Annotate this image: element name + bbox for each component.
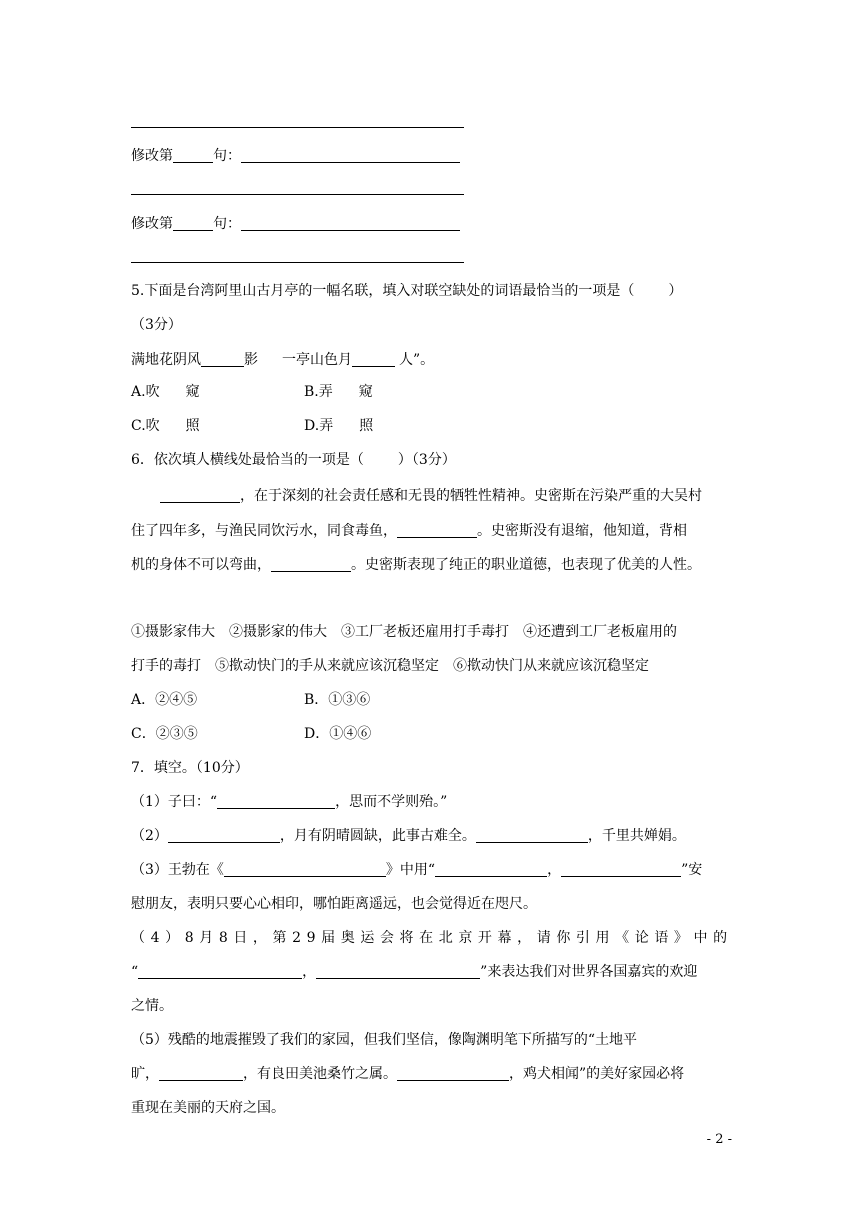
revision-answer-blank[interactable] <box>241 148 460 163</box>
q6-passage-line <box>131 521 687 541</box>
item-text: 旷， <box>131 1066 159 1082</box>
q5-stem <box>131 281 682 301</box>
couplet-second-tail: 人”。 <box>399 352 435 368</box>
item-text: ，月有阴晴圆缺，此事古难全。 <box>279 828 476 844</box>
passage-text: ，在于深刻的社会责任感和无畏的牺牲性精神。史密斯在污染严重的大吴村 <box>240 488 702 504</box>
q6-option-d[interactable]: D．①④⑥ <box>304 726 372 742</box>
q7-item-3 <box>131 860 702 880</box>
option-word: 照 <box>185 418 200 434</box>
q7-item-2 <box>131 826 686 846</box>
passage-text: 。史密斯表现了纯正的职业道德，也表现了优美的人性。 <box>351 557 701 573</box>
couplet-blank-2[interactable] <box>352 352 395 367</box>
q7-blank-8[interactable] <box>316 964 480 979</box>
option-letter: B. <box>304 384 319 400</box>
couplet-first-tail: 影 <box>244 352 258 368</box>
q6-stem <box>131 450 456 470</box>
option-word: 窥 <box>358 384 373 400</box>
revision-answer-blank[interactable] <box>241 216 460 231</box>
q7-item-4-end: 之情。 <box>131 998 173 1014</box>
answer-line[interactable] <box>131 262 464 263</box>
item-text: ，有良田美池桑竹之属。 <box>243 1066 397 1082</box>
q7-blank-6[interactable] <box>561 862 681 877</box>
item-text: ，鸡犬相闻”的美好家园必将 <box>509 1066 685 1082</box>
option-word: 吹 <box>145 384 160 400</box>
q5-stem-text: 5.下面是台湾阿里山古月亭的一幅名联，填入对联空缺处的词语最恰当的一项是（ <box>131 283 635 299</box>
q6-choices: ①摄影家伟大 ②摄影家的伟大 ③工厂老板还雇用打手毒打 ④还遭到工厂老板雇用的 <box>131 624 677 640</box>
option-word: 窥 <box>185 384 200 400</box>
q7-blank-3[interactable] <box>476 828 588 843</box>
q7-blank-2[interactable] <box>168 828 280 843</box>
answer-line[interactable] <box>131 127 464 128</box>
option-word: 吹 <box>145 418 160 434</box>
q6-choices: 打手的毒打 ⑤揿动快门的手从来就应该沉稳坚定 ⑥揿动快门从来就应该沉稳坚定 <box>131 658 649 674</box>
item-text: ，思而不学则殆。” <box>335 794 448 810</box>
revision-suffix: 句： <box>213 216 241 232</box>
q6-blank-2[interactable] <box>397 523 477 538</box>
q7-item-5: （5）残酷的地震摧毁了我们的家园，但我们坚信，像陶渊明笔下所描写的“土地平 <box>131 1032 638 1048</box>
item-text: ， <box>547 862 562 878</box>
revision-line <box>131 214 460 234</box>
item-text: “ <box>131 964 139 980</box>
q5-couplet <box>131 350 434 370</box>
revision-prefix: 修改第 <box>131 216 173 232</box>
item-text: 》中用“ <box>385 862 436 878</box>
item-text: （2） <box>131 828 168 844</box>
q7-item-4-cont <box>131 962 697 982</box>
q6-option-a[interactable]: A．②④⑤ <box>131 692 198 708</box>
passage-text: 住了四年多，与渔民同饮污水，同食毒鱼， <box>131 523 397 539</box>
item-text: （1）子曰：“ <box>131 794 218 810</box>
q7-item-3-cont: 慰朋友，表明只要心心相印，哪怕距离遥远，也会觉得近在咫尺。 <box>131 896 537 912</box>
option-word: 照 <box>359 418 374 434</box>
q6-passage-line <box>131 555 701 575</box>
q6-passage-line <box>160 486 702 506</box>
q7-item-5-end: 重现在美丽的天府之国。 <box>131 1100 285 1116</box>
q5-option-b[interactable] <box>304 382 373 402</box>
q7-blank-4[interactable] <box>224 862 386 877</box>
revision-line <box>131 146 460 166</box>
q5-close-paren: ） <box>668 283 683 299</box>
sentence-number-blank[interactable] <box>173 216 213 231</box>
couplet-blank-1[interactable] <box>201 352 244 367</box>
item-text: ，千里共婵娟。 <box>587 828 686 844</box>
revision-suffix: 句： <box>213 148 241 164</box>
item-text: ， <box>302 964 317 980</box>
option-word: 弄 <box>319 418 334 434</box>
q5-option-d[interactable] <box>304 416 373 436</box>
q6-blank-1[interactable] <box>160 488 240 503</box>
q7-item-1 <box>131 792 447 812</box>
q7-blank-9[interactable] <box>159 1066 243 1081</box>
item-text: ”来表达我们对世界各国嘉宾的欢迎 <box>480 964 698 980</box>
answer-line[interactable] <box>131 194 464 195</box>
couplet-second-half: 一亭山色月 <box>282 352 352 368</box>
q7-blank-1[interactable] <box>217 794 335 809</box>
q5-option-c[interactable] <box>131 416 200 436</box>
item-text: ”安 <box>681 862 703 878</box>
option-letter: A. <box>131 384 146 400</box>
option-letter: D. <box>304 418 320 434</box>
q6-option-b[interactable]: B．①③⑥ <box>304 692 371 708</box>
q7-blank-5[interactable] <box>435 862 547 877</box>
passage-text: 机的身体不可以弯曲， <box>131 557 271 573</box>
q6-blank-3[interactable] <box>271 557 351 572</box>
couplet-first-half: 满地花阴风 <box>131 352 201 368</box>
q5-score: （3分） <box>131 317 182 333</box>
passage-text: 。史密斯没有退缩，他知道，背相 <box>477 523 687 539</box>
q6-stem-text: 6．依次填人横线处最恰当的一项是（ <box>131 452 364 468</box>
q7-blank-10[interactable] <box>397 1066 509 1081</box>
q7-item-5-cont <box>131 1064 684 1084</box>
q6-close-paren: ）（3分） <box>397 452 456 468</box>
sentence-number-blank[interactable] <box>173 148 213 163</box>
q6-option-c[interactable]: C．②③⑤ <box>131 726 198 742</box>
q5-option-a[interactable] <box>131 382 200 402</box>
option-word: 弄 <box>318 384 333 400</box>
q7-title: 7．填空。（10分） <box>131 760 249 776</box>
page-number: - 2 - <box>706 1132 732 1147</box>
q7-blank-7[interactable] <box>138 964 302 979</box>
option-letter: C. <box>131 418 146 434</box>
item-text: （3）王勃在《 <box>131 862 224 878</box>
q7-item-4: （4）8月8日，第29届奥运会将在北京开幕，请你引用《论语》中的 <box>131 930 733 946</box>
revision-prefix: 修改第 <box>131 148 173 164</box>
